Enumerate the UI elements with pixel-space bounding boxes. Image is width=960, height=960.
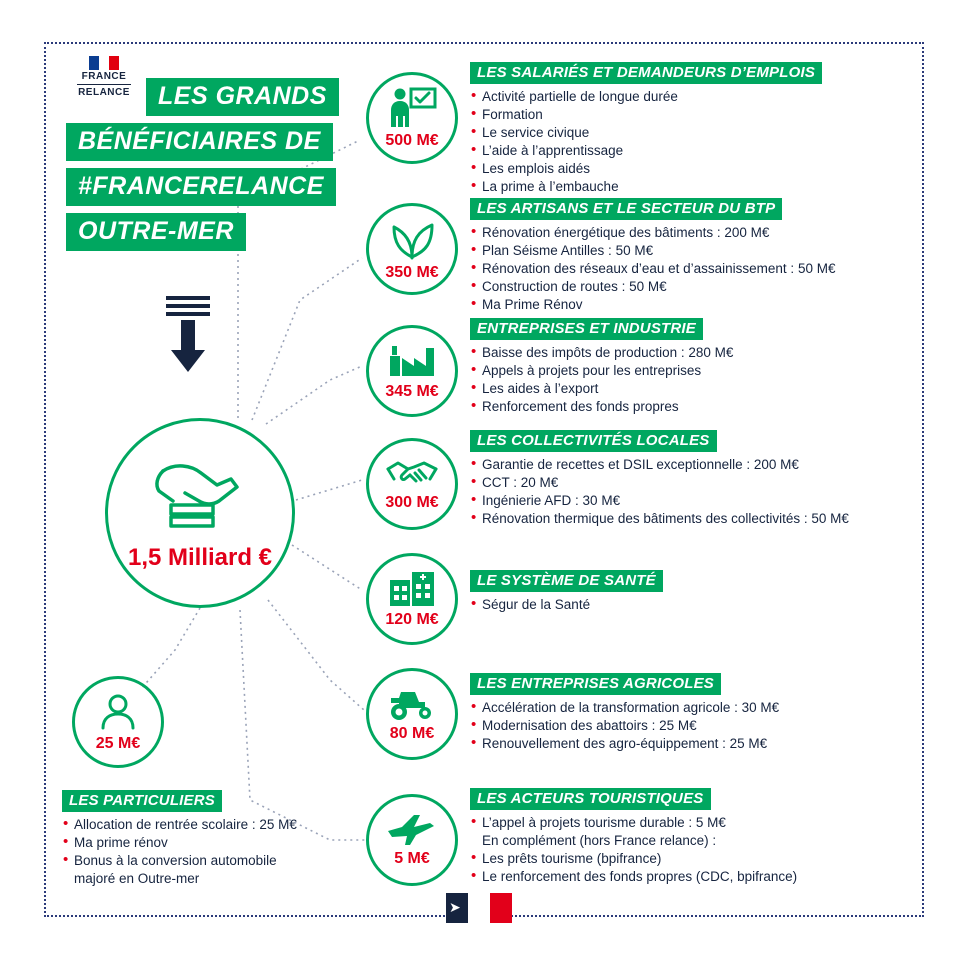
list-item: • Les prêts tourisme (bpifrance) [470,850,797,868]
node-amount-artisans: 350 M€ [385,263,439,281]
hand-with-money-icon [145,461,255,538]
node-circle-artisans [366,203,458,295]
page-title [66,78,346,258]
section-title-collectivites: LES COLLECTIVITÉS LOCALES [470,430,717,452]
list-item: • La prime à l’embauche [470,178,822,196]
section-particuliers [62,790,297,888]
arrow-bar-1 [166,296,210,300]
node-amount-salaries: 500 M€ [385,131,439,149]
section-title-agricoles: LES ENTREPRISES AGRICOLES [470,673,721,695]
title-line-3: #FRANCERELANCE [66,168,336,206]
section-title-tourisme: LES ACTEURS TOURISTIQUES [470,788,711,810]
section-collectivites [470,430,849,528]
list-item: • Les emplois aidés [470,160,822,178]
list-item: • Activité partielle de longue durée [470,88,822,106]
list-item: • CCT : 20 M€ [470,474,849,492]
section-list-collectivites [470,456,849,528]
node-circle-tourisme [366,794,458,886]
node-circle-salaries [366,72,458,164]
list-item: • Modernisation des abattoirs : 25 M€ [470,717,779,735]
arrow-stem [181,320,195,350]
hospital-icon [386,570,438,608]
section-title-entreprises: ENTREPRISES ET INDUSTRIE [470,318,703,340]
title-line-1: LES GRANDS [146,78,339,116]
list-item: • Rénovation thermique des bâtiments des collectivités : 50 M€ [470,510,849,528]
section-agricoles [470,673,779,753]
node-amount-entreprises: 345 M€ [385,382,439,400]
list-item: • Le renforcement des fonds propres (CDC, bpifrance) [470,868,797,886]
list-item: • Ségur de la Santé [470,596,663,614]
list-item: • Renouvellement des agro-équippement : 25 M€ [470,735,779,753]
section-sante [470,570,663,614]
list-item: • Baisse des impôts de production : 280 M€ [470,344,733,362]
list-item: • Les aides à l’export [470,380,733,398]
section-entreprises [470,318,733,416]
list-item: • Plan Séisme Antilles : 50 M€ [470,242,835,260]
list-item: • Construction de routes : 50 M€ [470,278,835,296]
title-line-2: BÉNÉFICIAIRES DE [66,123,333,161]
list-item: • Le service civique [470,124,822,142]
tractor-icon [385,686,439,722]
list-item: • L’aide à l’apprentissage [470,142,822,160]
list-item: En complément (hors France relance) : [482,833,717,848]
section-list-sante [470,596,663,614]
list-item: • Appels à projets pour les entreprises [470,362,733,380]
title-line-4: OUTRE-MER [66,213,246,251]
flag-red-segment [490,893,512,923]
node-amount-particuliers: 25 M€ [95,734,141,752]
section-tourisme [470,788,797,886]
list-item: • Formation [470,106,822,124]
node-amount-collectivites: 300 M€ [385,493,439,511]
list-item: • Allocation de rentrée scolaire : 25 M€ [62,816,297,834]
section-title-salaries: LES SALARIÉS ET DEMANDEURS D’EMPLOIS [470,62,822,84]
factory-icon [386,342,438,380]
list-item: • Ma Prime Rénov [470,296,835,314]
total-amount-label: 1,5 Milliard € [127,543,273,571]
section-title-artisans: LES ARTISANS ET LE SECTEUR DU BTP [470,198,782,220]
marianne-flag-icon [446,893,512,923]
list-item: • Renforcement des fonds propres [470,398,733,416]
list-item: • Accélération de la transformation agricole : 30 M€ [470,699,779,717]
logo-line2: RELANCE [78,87,130,98]
person-icon [98,692,138,732]
down-arrow-icon [160,296,216,386]
section-title-sante: LE SYSTÈME DE SANTÉ [470,570,663,592]
arrow-bar-2 [166,304,210,308]
node-circle-particuliers [72,676,164,768]
french-flag-icon [89,56,119,70]
node-amount-sante: 120 M€ [385,610,439,628]
list-item: • L’appel à projets tourisme durable : 5 M€ [470,814,797,832]
list-item: • Rénovation des réseaux d’eau et d’assainissement : 50 M€ [470,260,835,278]
list-item: • Ingénierie AFD : 30 M€ [470,492,849,510]
section-list-salaries [470,88,822,196]
list-item: • Rénovation énergétique des bâtiments : 200 M€ [470,224,835,242]
node-circle-sante [366,553,458,645]
marianne-symbol: ➤ [449,899,461,915]
teacher-presentation-icon [387,87,437,129]
leaf-icon [388,217,436,261]
flag-white-segment [468,893,490,923]
list-item: • Ma prime rénov [62,834,297,852]
section-salaries [470,62,822,196]
list-item: • Bonus à la conversion automobile [62,852,297,870]
node-circle-agricoles [366,668,458,760]
section-list-artisans [470,224,835,314]
node-amount-agricoles: 80 M€ [389,724,435,742]
flag-blue-segment [446,893,468,923]
section-list-particuliers [62,816,297,888]
section-artisans [470,198,835,314]
section-list-agricoles [470,699,779,753]
total-amount-circle [105,418,295,608]
section-list-entreprises [470,344,733,416]
section-title-particuliers: LES PARTICULIERS [62,790,222,812]
node-amount-tourisme: 5 M€ [394,849,430,867]
list-item: • Garantie de recettes et DSIL exceptionnelle : 200 M€ [470,456,849,474]
handshake-icon [384,457,440,491]
arrow-bar-3 [166,312,210,316]
airplane-icon [386,813,438,847]
logo-line1: FRANCE [81,71,127,82]
list-item-continuation: majoré en Outre-mer [74,871,200,886]
section-list-tourisme [470,814,797,886]
arrow-head [171,350,205,372]
node-circle-collectivites [366,438,458,530]
node-circle-entreprises [366,325,458,417]
